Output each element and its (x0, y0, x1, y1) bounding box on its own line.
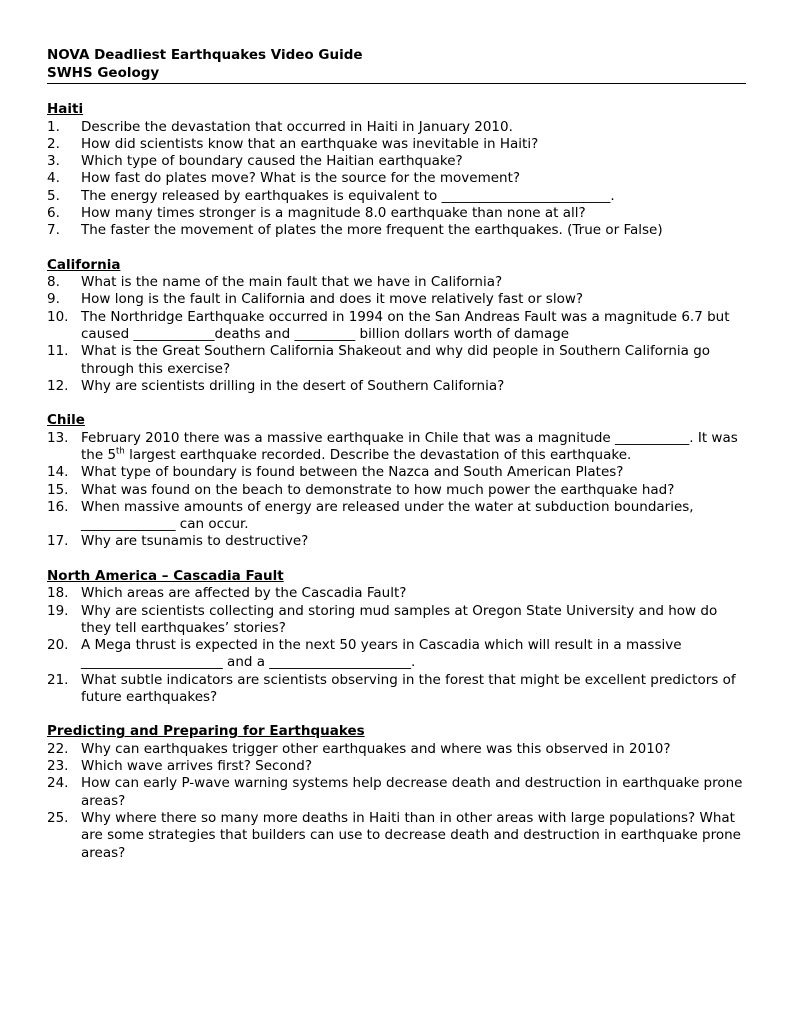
section-heading: North America – Cascadia Fault (47, 567, 284, 584)
question-number: 22. (47, 740, 69, 757)
question-number: 13. (47, 429, 69, 446)
question-text: Why can earthquakes trigger other earthquakes and where was this observed in 2010? (81, 740, 671, 757)
question-number: 15. (47, 481, 69, 498)
question-number: 14. (47, 464, 69, 481)
question-text-part: largest earthquake recorded. Describe the devastation of this earthquake. (124, 446, 632, 463)
question-number: 10. (47, 308, 69, 325)
question-item (47, 188, 747, 205)
section-chile (47, 412, 747, 551)
question-text-part: February 2010 there was a massive earthquake in Chile that was a magnitude ___________. It was the 5 (81, 429, 738, 463)
question-text: Which wave arrives first? Second? (81, 758, 313, 775)
question-item (47, 309, 747, 344)
document-title: NOVA Deadliest Earthquakes Video Guide (47, 47, 363, 63)
question-item (47, 741, 747, 758)
question-number: 7. (47, 222, 60, 239)
section-heading: Haiti (47, 101, 84, 117)
question-item (47, 205, 747, 222)
question-number: 8. (47, 274, 60, 291)
section-heading: Chile (47, 412, 85, 429)
question-item (47, 136, 747, 153)
question-text: How did scientists know that an earthquake was inevitable in Haiti? (81, 135, 539, 152)
question-number: 23. (47, 758, 69, 775)
section-heading: Predicting and Preparing for Earthquakes (47, 723, 365, 740)
question-item (47, 672, 747, 707)
header-divider (47, 83, 746, 84)
question-number: 5. (47, 187, 60, 204)
question-item (47, 291, 747, 308)
question-item (47, 153, 747, 170)
question-text: When massive amounts of energy are released under the water at subduction boundaries, ______________ can occur. (81, 498, 694, 533)
question-number: 1. (47, 118, 60, 135)
question-number: 11. (47, 343, 69, 360)
question-number: 3. (47, 153, 60, 170)
question-text: The Northridge Earthquake occurred in 1994 on the San Andreas Fault was a magnitude 6.7 but caused ____________deaths and _________ billion dollars worth of damage (81, 308, 730, 342)
question-item (47, 775, 747, 810)
question-text: A Mega thrust is expected in the next 50 years in Cascadia which will result in a massive _____________________ and a _____________________. (81, 637, 682, 671)
question-number: 24. (47, 775, 69, 792)
question-number: 6. (47, 204, 60, 221)
question-item (47, 810, 747, 862)
question-text: What was found on the beach to demonstrate to how much power the earthquake had? (81, 481, 675, 498)
question-number: 21. (47, 671, 69, 688)
question-number: 25. (47, 810, 69, 826)
question-number: 20. (47, 637, 69, 654)
question-number: 9. (47, 291, 60, 308)
question-text: How many times stronger is a magnitude 8.0 earthquake than none at all? (81, 204, 586, 221)
section-haiti (47, 101, 747, 240)
question-number: 4. (47, 170, 60, 187)
ordinal-suffix: th (116, 446, 125, 457)
question-text: How fast do plates move? What is the source for the movement? (81, 170, 521, 187)
question-text: Which areas are affected by the Cascadia Fault? (81, 585, 407, 602)
question-text: What type of boundary is found between the Nazca and South American Plates? (81, 464, 624, 481)
question-item (47, 637, 747, 672)
question-number: 17. (47, 533, 69, 550)
question-item (47, 758, 747, 775)
question-text: How long is the fault in California and does it move relatively fast or slow? (81, 291, 584, 308)
question-item (47, 430, 747, 465)
question-text: The energy released by earthquakes is equivalent to _________________________. (81, 187, 615, 204)
question-text: What subtle indicators are scientists observing in the forest that might be excellent predictors of future earthquakes? (81, 671, 736, 706)
question-text: What is the Great Southern California Shakeout and why did people in Southern California go through this exercise? (81, 343, 711, 377)
question-text: Why are tsunamis to destructive? (81, 533, 309, 550)
question-text (81, 430, 747, 465)
question-number: 12. (47, 377, 69, 394)
question-item (47, 170, 747, 187)
question-text: Why are scientists collecting and storing mud samples at Oregon State University and how do they tell earthquakes’ stories? (81, 602, 718, 636)
question-text: Describe the devastation that occurred in Haiti in January 2010. (81, 118, 513, 135)
question-item (47, 603, 747, 638)
question-item (47, 343, 747, 378)
question-text: What is the name of the main fault that we have in California? (81, 274, 503, 291)
question-item (47, 499, 747, 534)
section-predicting-preparing (47, 723, 747, 862)
question-item (47, 222, 747, 239)
question-text: Why where there so many more deaths in Haiti than in other areas with large populations? What are some strategies that builders can use to decrease death and destruction in earthquake prone areas? (81, 810, 741, 861)
section-cascadia (47, 568, 747, 707)
question-number: 2. (47, 135, 60, 152)
question-item (47, 585, 747, 602)
question-text: The faster the movement of plates the more frequent the earthquakes. (True or False) (81, 222, 663, 239)
section-heading: California (47, 256, 121, 273)
question-number: 16. (47, 498, 69, 515)
question-number: 18. (47, 585, 69, 602)
question-item (47, 119, 747, 136)
worksheet-page (47, 46, 747, 879)
question-text: Why are scientists drilling in the desert of Southern California? (81, 377, 505, 394)
question-item (47, 378, 747, 395)
question-item (47, 464, 747, 481)
document-subtitle: SWHS Geology (47, 65, 160, 81)
question-item (47, 482, 747, 499)
question-text: Which type of boundary caused the Haitian earthquake? (81, 153, 463, 170)
question-text: How can early P-wave warning systems help decrease death and destruction in earthquake prone areas? (81, 775, 743, 809)
question-item (47, 274, 747, 291)
question-item (47, 533, 747, 550)
question-number: 19. (47, 602, 69, 619)
section-california (47, 257, 747, 396)
